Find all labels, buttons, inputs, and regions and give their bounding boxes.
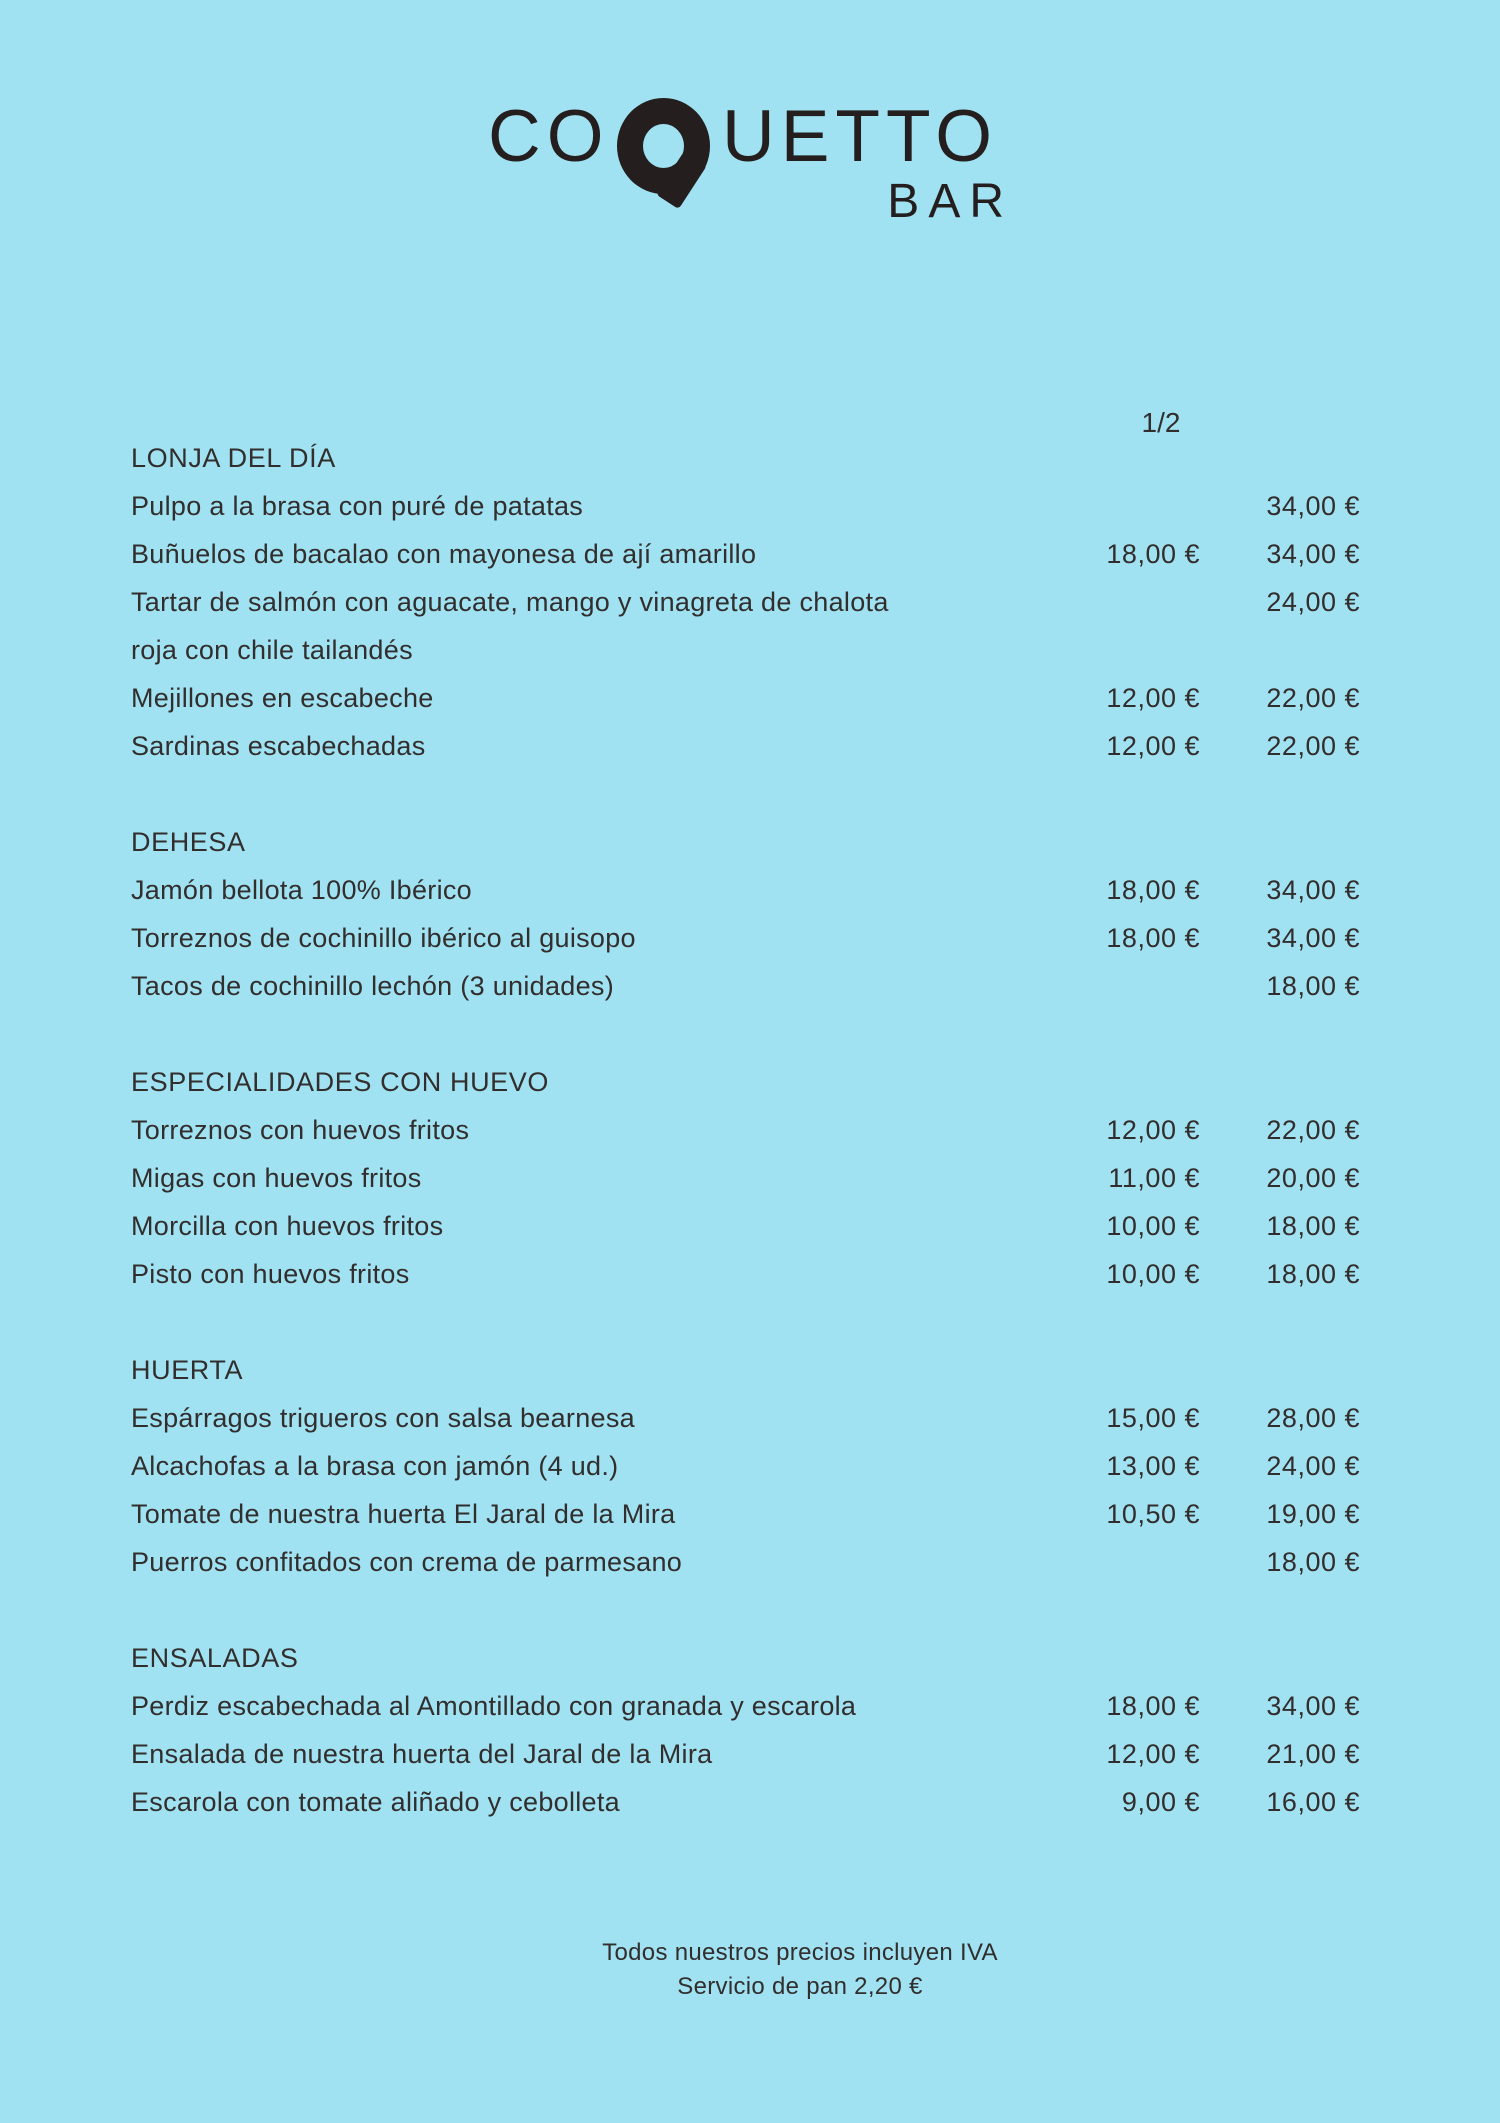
item-full-price: 24,00 €: [1266, 1450, 1360, 1481]
menu-item-row: [131, 866, 1360, 914]
item-name: Espárragos trigueros con salsa bearnesa: [131, 1402, 635, 1433]
item-full-price: 22,00 €: [1266, 682, 1360, 713]
menu-item-row-continuation: [131, 626, 1360, 674]
menu-section: [131, 818, 1360, 1010]
item-name: Tomate de nuestra huerta El Jaral de la Mira: [131, 1498, 676, 1529]
item-full-price: 19,00 €: [1266, 1498, 1360, 1529]
menu-item-row: [131, 1394, 1360, 1442]
item-full-price: 18,00 €: [1266, 970, 1360, 1001]
item-half-price: 10,50 €: [1106, 1498, 1200, 1529]
section-title: DEHESA: [131, 827, 246, 857]
section-title: ESPECIALIDADES CON HUEVO: [131, 1067, 550, 1097]
item-name: Perdiz escabechada al Amontillado con granada y escarola: [131, 1690, 857, 1721]
item-full-price: 34,00 €: [1266, 922, 1360, 953]
menu-item-row: [131, 1538, 1360, 1586]
item-name: Tartar de salmón con aguacate, mango y vinagreta de chalota: [131, 586, 889, 617]
item-name: Torreznos de cochinillo ibérico al guisopo: [131, 922, 636, 953]
item-half-price: 15,00 €: [1106, 1402, 1200, 1433]
menu-item-row: [131, 962, 1360, 1010]
footer-iva-note: Todos nuestros precios incluyen IVA: [602, 1939, 998, 1966]
item-name: Ensalada de nuestra huerta del Jaral de la Mira: [131, 1738, 713, 1769]
menu-item-row: [131, 722, 1360, 770]
logo-q-character: [617, 194, 618, 195]
menu-item-row: [131, 482, 1360, 530]
menu-item-row: [131, 578, 1360, 626]
logo-text-uetto: UETTO: [722, 96, 999, 177]
menu-item-row: [131, 1778, 1360, 1826]
item-full-price: 34,00 €: [1266, 874, 1360, 905]
item-full-price: 18,00 €: [1266, 1210, 1360, 1241]
item-half-price: 18,00 €: [1106, 874, 1200, 905]
logo-text-co: CO: [488, 96, 610, 177]
item-full-price: 16,00 €: [1266, 1786, 1360, 1817]
item-name: Morcilla con huevos fritos: [131, 1210, 444, 1241]
item-full-price: 18,00 €: [1266, 1258, 1360, 1289]
logo-q-letter: [617, 98, 710, 194]
item-name: Pisto con huevos fritos: [131, 1258, 410, 1289]
menu-item-row: [131, 1490, 1360, 1538]
item-half-price: 12,00 €: [1106, 730, 1200, 761]
menu-item-row: [131, 1202, 1360, 1250]
item-name: Escarola con tomate aliñado y cebolleta: [131, 1786, 620, 1817]
menu-section: [131, 434, 1360, 770]
item-half-price: 18,00 €: [1106, 922, 1200, 953]
menu-section: [131, 1058, 1360, 1298]
item-name: Jamón bellota 100% Ibérico: [131, 874, 473, 905]
item-full-price: 34,00 €: [1266, 490, 1360, 521]
logo-subtitle-bar: BAR: [887, 175, 1013, 228]
item-name: Migas con huevos fritos: [131, 1162, 422, 1193]
item-full-price: 34,00 €: [1266, 538, 1360, 569]
menu-item-row: [131, 1682, 1360, 1730]
item-half-price: 13,00 €: [1106, 1450, 1200, 1481]
item-name: Puerros confitados con crema de parmesano: [131, 1546, 683, 1577]
item-full-price: 20,00 €: [1266, 1162, 1360, 1193]
menu-item-row: [131, 1154, 1360, 1202]
menu-sections: [131, 434, 1360, 1826]
item-name: Buñuelos de bacalao con mayonesa de ají amarillo: [131, 538, 757, 569]
item-name: Mejillones en escabeche: [131, 682, 434, 713]
menu-section: [131, 1634, 1360, 1826]
item-half-price: 11,00 €: [1108, 1162, 1200, 1193]
item-name: Tacos de cochinillo lechón (3 unidades): [131, 970, 614, 1001]
footer-note: [602, 1936, 998, 2004]
item-name: Alcachofas a la brasa con jamón (4 ud.): [131, 1450, 619, 1481]
menu-item-row: [131, 1250, 1360, 1298]
item-name: Sardinas escabechadas: [131, 730, 426, 761]
item-half-price: 10,00 €: [1106, 1258, 1200, 1289]
item-name: Pulpo a la brasa con puré de patatas: [131, 490, 584, 521]
item-half-price: 12,00 €: [1106, 1114, 1200, 1145]
item-name: Torreznos con huevos fritos: [131, 1114, 470, 1145]
item-half-price: 10,00 €: [1106, 1210, 1200, 1241]
footer-bread-service-note: Servicio de pan 2,20 €: [677, 1973, 923, 2000]
item-full-price: 28,00 €: [1266, 1402, 1360, 1433]
item-half-price: 12,00 €: [1106, 1738, 1200, 1769]
item-half-price: 9,00 €: [1121, 1786, 1200, 1817]
item-half-price: 18,00 €: [1106, 1690, 1200, 1721]
menu-section: [131, 1346, 1360, 1586]
restaurant-logo: [488, 96, 1013, 230]
menu-item-row: [131, 530, 1360, 578]
half-portion-column-header: 1/2: [1141, 407, 1181, 438]
item-half-price: 12,00 €: [1106, 682, 1200, 713]
item-full-price: 21,00 €: [1266, 1738, 1360, 1769]
section-title: LONJA DEL DÍA: [131, 443, 336, 473]
section-title: ENSALADAS: [131, 1643, 299, 1673]
item-name-line2: roja con chile tailandés: [131, 634, 413, 665]
menu-item-row: [131, 1442, 1360, 1490]
item-full-price: 34,00 €: [1266, 1690, 1360, 1721]
menu-item-row: [131, 1106, 1360, 1154]
section-title: HUERTA: [131, 1355, 244, 1385]
menu-item-row: [131, 914, 1360, 962]
item-half-price: 18,00 €: [1106, 538, 1200, 569]
menu-item-row: [131, 674, 1360, 722]
item-full-price: 22,00 €: [1266, 1114, 1360, 1145]
item-full-price: 18,00 €: [1266, 1546, 1360, 1577]
item-full-price: 24,00 €: [1266, 586, 1360, 617]
item-full-price: 22,00 €: [1266, 730, 1360, 761]
menu-item-row: [131, 1730, 1360, 1778]
